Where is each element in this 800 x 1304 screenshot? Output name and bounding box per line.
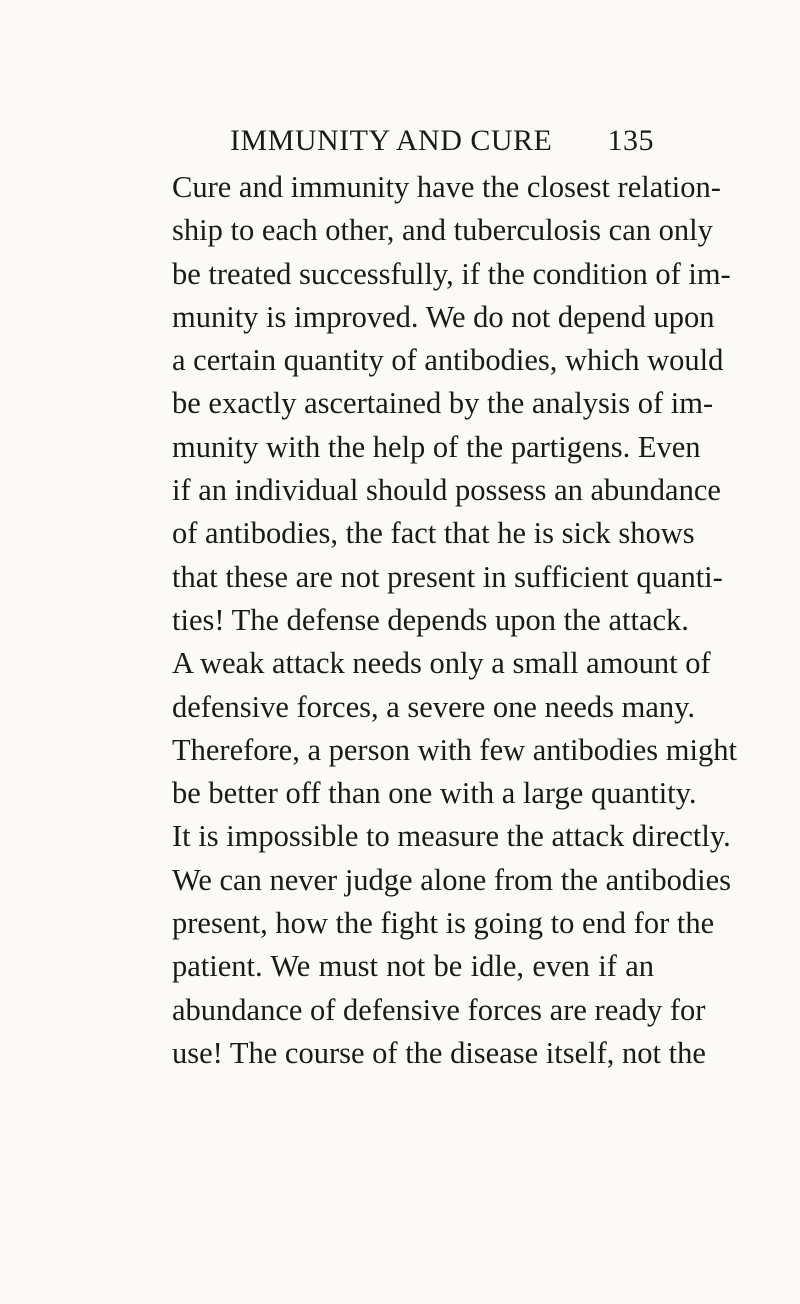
text-line: patient. We must not be idle, even if an bbox=[172, 949, 654, 984]
body-paragraph bbox=[172, 166, 737, 1075]
running-title: IMMUNITY AND CURE bbox=[230, 124, 553, 157]
text-line: We can never judge alone from the antibodies bbox=[172, 862, 732, 897]
text-line: It is impossible to measure the attack directly. bbox=[172, 819, 731, 854]
text-line: ties! The defense depends upon the attack. bbox=[172, 602, 689, 637]
text-line: present, how the fight is going to end for the bbox=[172, 906, 715, 941]
running-head bbox=[172, 124, 654, 164]
text-line: be better off than one with a large quantity. bbox=[172, 776, 697, 811]
text-line: Therefore, a person with few antibodies might bbox=[172, 732, 737, 767]
text-line: abundance of defensive forces are ready for bbox=[172, 992, 706, 1027]
text-line: Cure and immunity have the closest relation- bbox=[172, 170, 721, 204]
text-line: A weak attack needs only a small amount of bbox=[172, 646, 711, 681]
text-line: be exactly ascertained by the analysis of im- bbox=[172, 386, 714, 421]
text-line: a certain quantity of antibodies, which would bbox=[172, 343, 724, 378]
text-line: be treated successfully, if the condition of im- bbox=[172, 256, 731, 291]
text-line: munity is improved. We do not depend upon bbox=[172, 299, 715, 334]
text-line: munity with the help of the partigens. Even bbox=[172, 429, 701, 464]
text-line: of antibodies, the fact that he is sick shows bbox=[172, 516, 695, 551]
text-line: ship to each other, and tuberculosis can only bbox=[172, 213, 713, 248]
text-line: defensive forces, a severe one needs many. bbox=[172, 689, 696, 724]
text-line: that these are not present in sufficient quanti- bbox=[172, 559, 723, 594]
page-number: 135 bbox=[607, 124, 654, 157]
text-line: use! The course of the disease itself, not the bbox=[172, 1035, 706, 1070]
text-line: if an individual should possess an abundance bbox=[172, 473, 721, 508]
